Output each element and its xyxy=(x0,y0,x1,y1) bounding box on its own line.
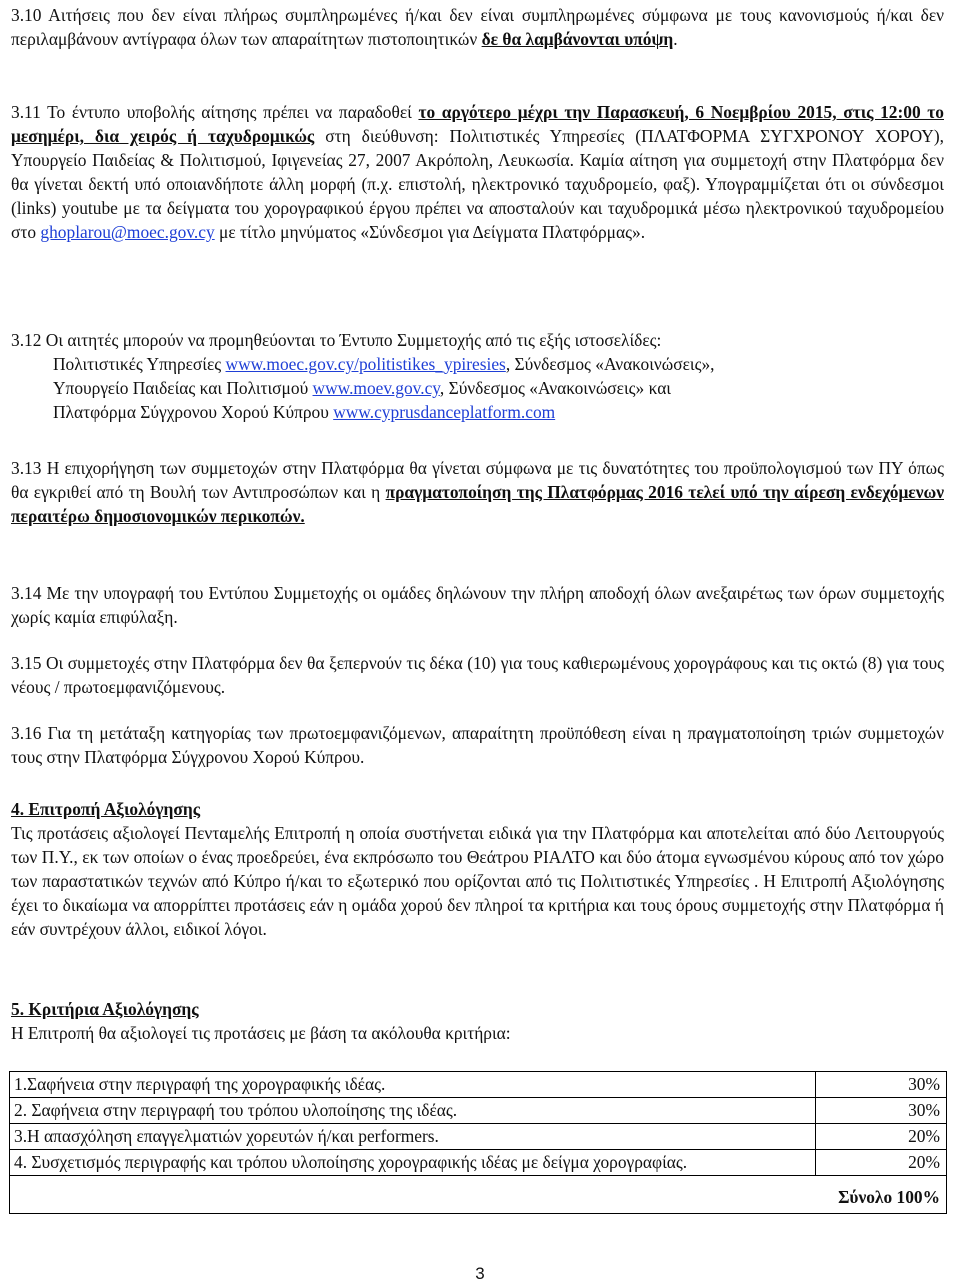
page-number: 3 xyxy=(475,1264,485,1283)
website-line-2: Υπουργείο Παιδείας και Πολιτισμού www.moev.gov.cy, Σύνδεσμος «Ανακοινώσεις» και xyxy=(53,378,671,398)
paragraph-3-16: 3.16 Για τη μετάταξη κατηγορίας των πρωτοεμφανιζόμενων, απαραίτητη προϋπόθεση είναι η πραγματοποίηση τριών συμμετοχών τους στην Πλατφόρμα Σύγχρονου Χορού Κύπρου. xyxy=(11,723,944,767)
criterion-weight: 30% xyxy=(816,1072,947,1098)
table-row xyxy=(10,1098,947,1124)
section-4-body: Τις προτάσεις αξιολογεί Πενταμελής Επιτροπή η οποία συστήνεται ειδικά για την Πλατφόρμα και αποτελείται από δύο Λειτουργούς των Π.Υ., εκ των οποίων ο ένας προεδρεύει, ένα εκπρόσωπο του Θεάτρου ΡΙΑΛΤΟ και δύο άτομα εγνωσμένου κύρους από τον χώρο των παραστατικών τεχνών από Κύπρο ή/και το εξωτερικό που ορίζονται από τις Πολιτιστικές Υπηρεσίες . Η Επιτροπή Αξιολόγησης έχει το δικαίωμα να απορρίπτει προτάσεις εάν η ομάδα χορού δεν πληροί τα κριτήρια και τους όρους συμμετοχής στην Πλατφόρμα ή εάν συντρέχουν άλλοι, ειδικοί λόγοι. xyxy=(11,823,944,939)
criterion-label: 2. Σαφήνεια στην περιγραφή του τρόπου υλοποίησης της ιδέας. xyxy=(10,1098,816,1124)
criterion-label: 1.Σαφήνεια στην περιγραφή της χορογραφικής ιδέας. xyxy=(10,1072,816,1098)
paragraph-3-15: 3.15 Οι συμμετοχές στην Πλατφόρμα δεν θα ξεπερνούν τις δέκα (10) για τους καθιερωμένους χορογράφους και τις οκτώ (8) για τους νέους / πρωτοεμφανιζόμενους. xyxy=(11,653,944,697)
website-line-3: Πλατφόρμα Σύγχρονου Χορού Κύπρου www.cyprusdanceplatform.com xyxy=(53,402,556,422)
section-5-heading: 5. Κριτήρια Αξιολόγησης xyxy=(11,999,199,1019)
criterion-label: 4. Συσχετισμός περιγραφής και τρόπου υλοποίησης χορογραφικής ιδέας με δείγμα χορογραφίας. xyxy=(10,1150,816,1176)
email-link[interactable]: ghoplarou@moec.gov.cy xyxy=(40,222,215,242)
criterion-weight: 20% xyxy=(816,1124,947,1150)
criterion-weight: 20% xyxy=(816,1150,947,1176)
link-moec-politistikes[interactable]: www.moec.gov.cy/politistikes_ypiresies xyxy=(225,354,506,374)
websites-intro: 3.12 Οι αιτητές μπορούν να προμηθεύονται το Έντυπο Συμμετοχής από τις εξής ιστοσελίδες: xyxy=(11,330,662,350)
paragraph-3-10: 3.10 Αιτήσεις που δεν είναι πλήρως συμπληρωμένες ή/και δεν είναι συμπληρωμένες σύμφωνα με τους κανονισμούς ή/και δεν περιλαμβάνουν αντίγραφα όλων των απαραίτητων πιστοποιητικών δε θα λαμβάνονται υπόψη. xyxy=(11,5,944,49)
paragraph-3-11: 3.11 Το έντυπο υποβολής αίτησης πρέπει να παραδοθεί το αργότερο μέχρι την Παρασκευή, 6 Νοεμβρίου 2015, στις 12:00 το μεσημέρι, δια χειρός ή ταχυδρομικώς στη διεύθυνση: Πολιτιστικές Υπηρεσίες (ΠΛΑΤΦΟΡΜΑ ΣΥΓΧΡΟΝΟΥ ΧΟΡΟΥ), Υπουργείο Παιδείας & Πολιτισμού, Ιφιγενείας 27, 2007 Ακρόπολη, Λευκωσία. Καμία αίτηση για συμμετοχή στην Πλατφόρμα δεν θα γίνεται δεκτή υπό οποιανδήποτε άλλη μορφή (π.χ. επιστολή, ηλεκτρονικό ταχυδρομείο, φαξ). Υπογραμμίζεται ότι οι σύνδεσμοι (links) youtube με τα δείγματα του χορογραφικού έργου πρέπει να αποσταλούν και ταχυδρομικά μέσω ηλεκτρονικού ταχυδρομείου στο ghoplarou@moec.gov.cy με τίτλο μηνύματος «Σύνδεσμοι για Δείγματα Πλατφόρμας». xyxy=(11,102,944,242)
paragraph-3-14: 3.14 Με την υπογραφή του Εντύπου Συμμετοχής οι ομάδες δηλώνουν την πλήρη αποδοχή όλων ανεξαιρέτως των όρων συμμετοχής χωρίς καμία επιφύλαξη. xyxy=(11,583,944,627)
section-5-body: Η Επιτροπή θα αξιολογεί τις προτάσεις με βάση τα ακόλουθα κριτήρια: xyxy=(11,1023,511,1043)
paragraph-3-12 xyxy=(11,328,944,424)
table-row xyxy=(10,1072,947,1098)
deadline-text: το αργότερο μέχρι την Παρασκευή, 6 Νοεμβρίου 2015, στις 12:00 το μεσημέρι, δια χειρός ή ταχυδρομικώς xyxy=(11,102,944,146)
website-line-1: Πολιτιστικές Υπηρεσίες www.moec.gov.cy/politistikes_ypiresies, Σύνδεσμος «Ανακοινώσεις», xyxy=(53,354,715,374)
condition-text: πραγματοποίηση της Πλατφόρμας 2016 τελεί υπό την αίρεση ενδεχόμενων περαιτέρω δημοσιονομικών περικοπών. xyxy=(11,482,944,526)
section-5 xyxy=(11,997,944,1045)
emphasis-text: δε θα λαμβάνονται υπόψη xyxy=(481,29,674,49)
link-moev[interactable]: www.moev.gov.cy xyxy=(312,378,440,398)
section-4-heading: 4. Επιτροπή Αξιολόγησης xyxy=(11,799,201,819)
table-row xyxy=(10,1150,947,1176)
criteria-total: Σύνολο 100% xyxy=(10,1176,947,1214)
criterion-label: 3.Η απασχόληση επαγγελματιών χορευτών ή/και performers. xyxy=(10,1124,816,1150)
criterion-weight: 30% xyxy=(816,1098,947,1124)
paragraph-3-13: 3.13 Η επιχορήγηση των συμμετοχών στην Πλατφόρμα θα γίνεται σύμφωνα με τις δυνατότητες του προϋπολογισμού των ΠΥ όπως θα εγκριθεί από τη Βουλή των Αντιπροσώπων και η πραγματοποίηση της Πλατφόρμας 2016 τελεί υπό την αίρεση ενδεχόμενων περαιτέρω δημοσιονομικών περικοπών. xyxy=(11,458,944,526)
section-4 xyxy=(11,797,944,941)
table-row xyxy=(10,1124,947,1150)
link-cyprusdanceplatform[interactable]: www.cyprusdanceplatform.com xyxy=(333,402,556,422)
criteria-table xyxy=(9,1071,947,1214)
table-row-total xyxy=(10,1176,947,1214)
